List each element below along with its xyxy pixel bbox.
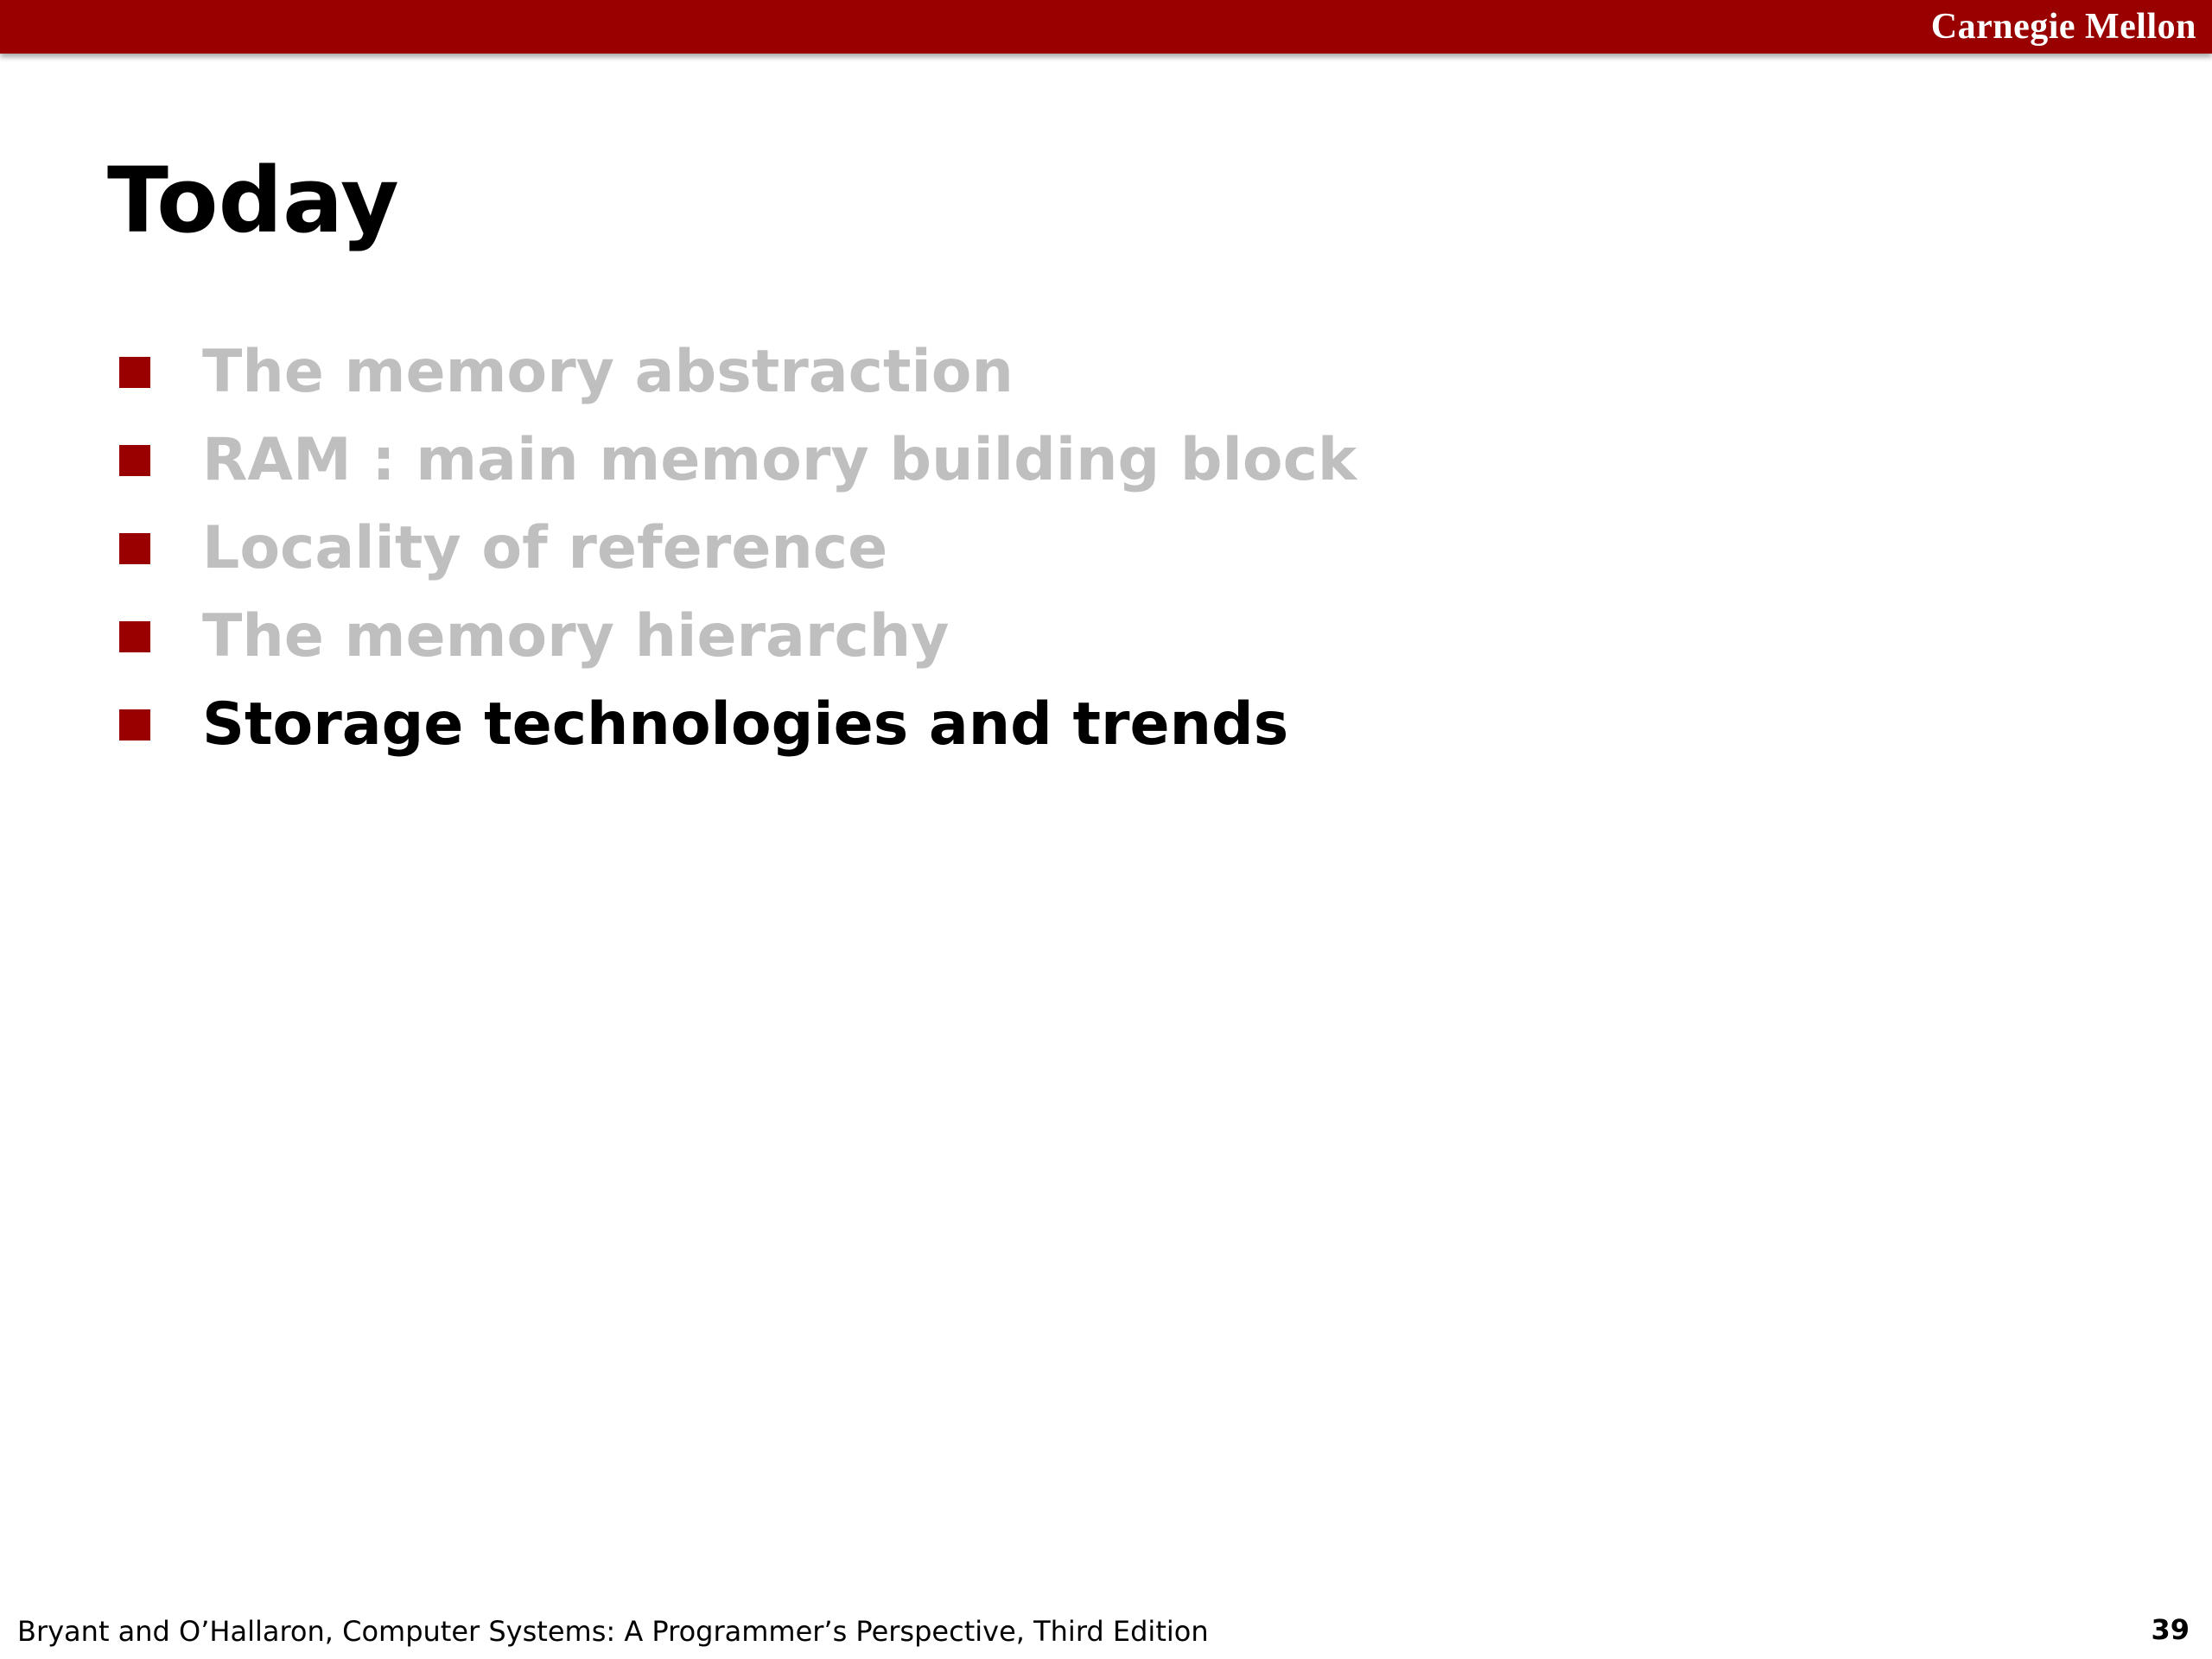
- slide-title: Today: [107, 148, 399, 253]
- bullet-item-memory-abstraction: [119, 328, 1357, 416]
- bullet-text: Storage technologies and trends: [202, 690, 1289, 759]
- square-bullet-icon: [119, 445, 150, 476]
- bullet-item-storage-technologies: [119, 681, 1357, 769]
- page-number: 39: [2151, 1613, 2190, 1646]
- header-bar: [0, 0, 2212, 54]
- bullet-text: The memory hierarchy: [202, 602, 950, 671]
- square-bullet-icon: [119, 709, 150, 741]
- square-bullet-icon: [119, 621, 150, 652]
- bullet-item-locality: [119, 505, 1357, 593]
- bullet-text: RAM : main memory building block: [202, 426, 1357, 494]
- bullet-item-ram: [119, 416, 1357, 505]
- bullet-list: [119, 328, 1357, 769]
- bullet-text: Locality of reference: [202, 514, 888, 582]
- square-bullet-icon: [119, 357, 150, 388]
- bullet-text: The memory abstraction: [202, 338, 1014, 406]
- bullet-item-memory-hierarchy: [119, 593, 1357, 681]
- footer-citation: Bryant and O’Hallaron, Computer Systems: A Programmer’s Perspective, Third Edition: [17, 1615, 1209, 1648]
- square-bullet-icon: [119, 533, 150, 564]
- brand-logo-text: Carnegie Mellon: [1930, 7, 2196, 47]
